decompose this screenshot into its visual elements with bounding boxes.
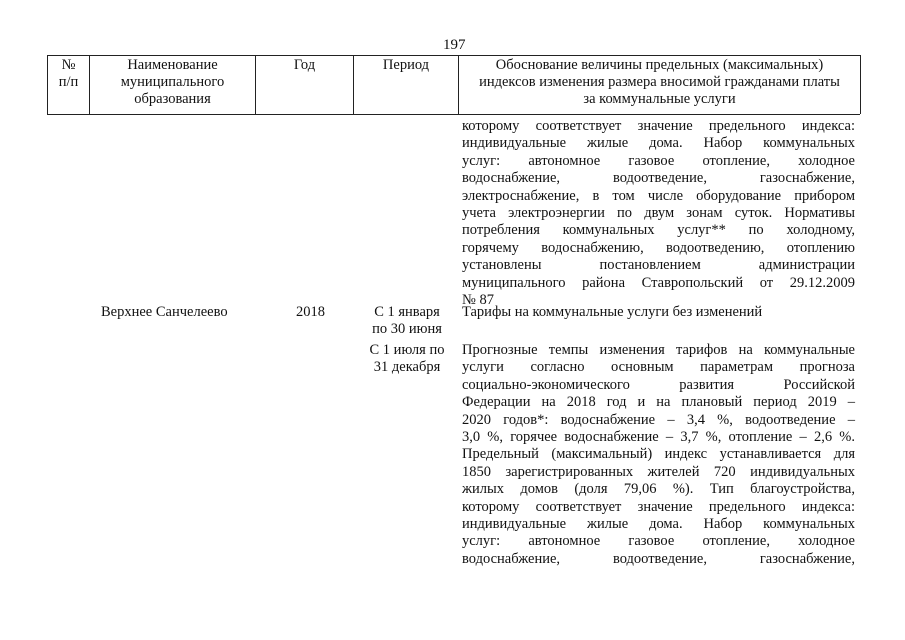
text-line: 1850 зарегистрированных жителей 720 индивидуальных — [462, 463, 855, 480]
text-line: услуг: автономное газовое отопление, холодное — [462, 533, 855, 550]
basis-first-half: Тарифы на коммунальные услуги без изменений — [462, 304, 763, 320]
page-number: 197 — [443, 37, 466, 53]
text-line: жилых домов (доля 79,06 %). Тип благоустройства, — [462, 481, 855, 498]
period-first-half: С 1 января по 30 июня — [372, 304, 442, 338]
text-line: муниципального района Ставропольский от 29.12.2009 — [462, 274, 855, 291]
basis-second-half — [462, 342, 855, 568]
text-line: потребления коммунальных услуг** по холодному, — [462, 222, 855, 239]
text-line: водоснабжение, водоотведение, газоснабжение, — [462, 170, 855, 187]
table-border-right — [860, 55, 861, 114]
header-col-year: Год — [293, 57, 316, 73]
text-line: 3,0 %, горячее водоснабжение – 3,7 %, отопление – 2,6 %. — [462, 428, 855, 445]
header-col-basis: Обоснование величины предельных (максимальных) индексов изменения размера вносимой гражданами платы за коммунальные услуги — [479, 57, 840, 107]
continued-basis-text — [462, 118, 855, 309]
text-line: 2020 годов*: водоснабжение – 3,4 %, водоотведение – — [462, 411, 855, 428]
text-line: индивидуальные жилые дома. Набор коммунальных — [462, 515, 855, 532]
text-line: Предельный (максимальный) индекс устанавливается для — [462, 446, 855, 463]
text-line: Прогнозные темпы изменения тарифов на коммунальные — [462, 342, 855, 358]
text-line: социально-экономического развития Российской — [462, 376, 855, 393]
text-line: горячему водоснабжению, водоотведению, отоплению — [462, 239, 855, 256]
text-line: Федерации на 2018 год и на плановый период 2019 – — [462, 394, 855, 411]
text-line: установлены постановлением администрации — [462, 257, 855, 274]
text-line: водоснабжение, водоотведение, газоснабжение, — [462, 550, 855, 567]
text-line: № 87 — [462, 291, 494, 308]
text-line: которому соответствует значение предельного индекса: — [462, 498, 855, 515]
period-second-half: С 1 июля по 31 декабря — [369, 342, 445, 376]
text-line: услуг: автономное газовое отопление, холодное — [462, 152, 855, 169]
text-line: учета электроэнергии по двум зонам суток. Нормативы — [462, 204, 855, 221]
header-col-name: Наименование муниципального образования — [120, 57, 225, 107]
text-line: электроснабжение, в том числе оборудование прибором — [462, 187, 855, 204]
row-year: 2018 — [296, 304, 325, 320]
text-line: услуги согласно основным параметрам прогноза — [462, 359, 855, 376]
header-col-period: Период — [382, 57, 430, 73]
text-line: которому соответствует значение предельного индекса: — [462, 118, 855, 134]
text-line: индивидуальные жилые дома. Набор коммунальных — [462, 135, 855, 152]
municipality-name: Верхнее Санчелеево — [101, 304, 228, 320]
header-col-number: № п/п — [58, 57, 79, 90]
